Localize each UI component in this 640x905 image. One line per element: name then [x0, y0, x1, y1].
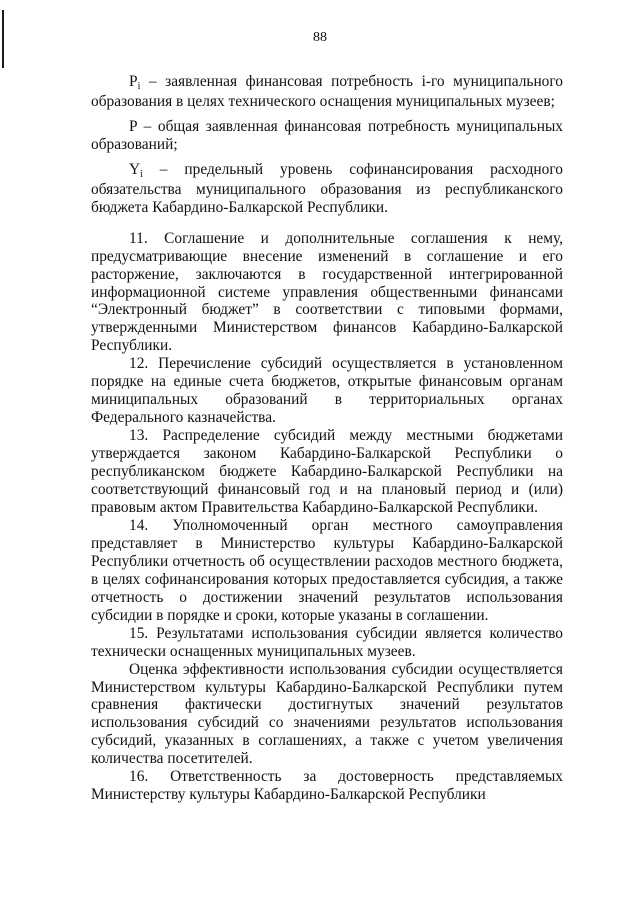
definition-symbol: Y — [129, 160, 141, 178]
document-body — [91, 73, 563, 804]
definition-yi — [91, 161, 563, 217]
definition-pi — [91, 73, 563, 111]
paragraph-evaluation: Оценка эффективности использования субсидии осуществляется Министерством культуры Кабардино-Балкарской Республики путем сравнения фактически достигнутых значений результатов использования субсидий со значениями результатов использования субсидий, указанных в соглашениях, а также с учетом увеличения количества посетителей. — [91, 660, 563, 768]
paragraph-15: 15. Результатами использования субсидии является количество технически оснащенных муниципальных музеев. — [91, 624, 563, 660]
definition-text: – предельный уровень софинансирования расходного обязательства муниципального образования из республиканского бюджета Кабардино-Балкарской Республики. — [91, 160, 563, 216]
paragraph-11: 11. Соглашение и дополнительные соглашения к нему, предусматривающие внесение изменений в соглашение и его расторжение, заключаются в государственной интегрированной информационной системе управления общественными финансами “Электронный бюджет” в соответствии с типовыми формами, утвержденными Министерством финансов Кабардино-Балкарской Республики. — [91, 229, 563, 355]
definition-text: – общая заявленная финансовая потребность муниципальных образований; — [91, 117, 563, 153]
definition-symbol: P — [129, 117, 137, 135]
paragraph-12: 12. Перечисление субсидий осуществляется в установленном порядке на единые счета бюджетов, открытые финансовым органам миниципальных образований в территориальных органах Федерального казначейства. — [91, 355, 563, 427]
definition-subscript: i — [137, 81, 141, 92]
definition-p — [91, 118, 563, 154]
definition-symbol: P — [129, 73, 138, 90]
paragraph-16: 16. Ответственность за достоверность представляемых Министерству культуры Кабардино-Балкарской Республики — [91, 768, 563, 804]
page-number: 88 — [313, 30, 327, 45]
paragraph-13: 13. Распределение субсидий между местными бюджетами утверждается законом Кабардино-Балкарской Республики о республиканском бюджете Кабардино-Балкарской Республики на соответствующий финансовый год и на плановый период и (или) правовым актом Правительства Кабардино-Балкарской Республики. — [91, 427, 563, 516]
paragraph-14: 14. Уполномоченный орган местного самоуправления представляет в Министерство культуры Кабардино-Балкарской Республики отчетность об осуществлении расходов местного бюджета, в целях софинансирования которых предоставляется субсидия, а также отчетность о достижении значений результатов использования субсидии в порядке и сроки, которые указаны в соглашении. — [91, 516, 563, 624]
definition-text: – заявленная финансовая потребность i-го муниципального образования в целях технического оснащения муниципальных музеев; — [91, 73, 563, 110]
definition-subscript: i — [140, 168, 143, 180]
